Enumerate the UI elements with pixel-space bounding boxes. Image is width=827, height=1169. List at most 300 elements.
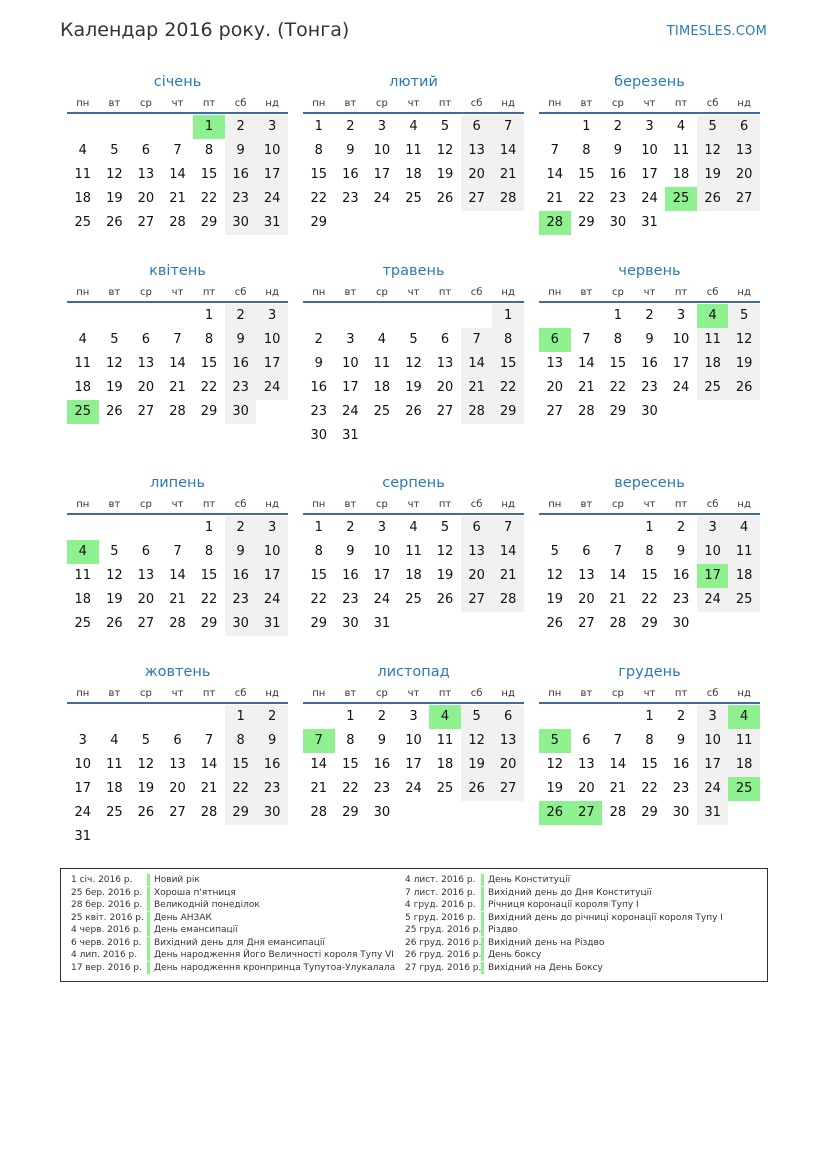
day-cell: 1 [314, 119, 323, 134]
day-cell: 5 [440, 520, 450, 535]
month-block [67, 663, 288, 849]
month-block [67, 262, 288, 424]
weekday-header [303, 497, 524, 515]
day-cell: 4 [728, 705, 760, 729]
day-cell: 21 [546, 191, 564, 206]
day-cell: 18 [728, 564, 760, 588]
weekday-label: пн [312, 98, 326, 109]
weekday-header [303, 285, 524, 303]
weekday-label: пт [674, 98, 688, 109]
day-cell: 12 [137, 757, 155, 772]
month-block [67, 474, 288, 636]
weekday-label: нд [265, 688, 279, 699]
day-cell: 15 [342, 757, 359, 772]
day-cell: 29 [578, 215, 595, 230]
weekday-label: ср [611, 499, 624, 510]
weekday-label: вт [108, 98, 121, 109]
day-cell: 17 [697, 753, 729, 777]
day-cell: 12 [106, 568, 123, 583]
weekday-label: пт [674, 499, 688, 510]
day-cell: 25 [405, 592, 422, 607]
day-cell: 27 [436, 404, 454, 419]
day-cell: 14 [578, 356, 595, 371]
month-name: квітень [149, 263, 206, 279]
day-cell: 9 [225, 328, 257, 352]
day-cell: 15 [310, 568, 328, 583]
day-cell: 15 [200, 568, 218, 583]
day-cell: 10 [405, 733, 422, 748]
holiday-legend [60, 868, 768, 982]
day-cell: 22 [200, 592, 218, 607]
day-cell: 6 [461, 115, 493, 139]
day-cell: 13 [492, 729, 524, 753]
weekday-label: пт [674, 287, 688, 298]
day-cell: 2 [225, 516, 257, 540]
day-cell: 17 [342, 380, 359, 395]
page-title: Календар 2016 року. (Тонга) [60, 19, 350, 41]
day-cell: 10 [256, 139, 288, 163]
day-cell: 26 [697, 187, 729, 211]
weekday-label: вт [344, 499, 357, 510]
day-cell: 8 [582, 143, 591, 158]
legend-column-right [405, 874, 723, 974]
day-cell: 17 [373, 568, 391, 583]
day-cell: 13 [461, 540, 493, 564]
day-cell: 27 [137, 404, 155, 419]
day-cell: 11 [405, 544, 422, 559]
day-cell: 14 [310, 757, 328, 772]
month-block [67, 73, 288, 235]
day-cell: 22 [310, 592, 328, 607]
weekday-label: ср [611, 287, 624, 298]
day-cell: 20 [492, 753, 524, 777]
weekday-label: вт [344, 98, 357, 109]
day-cell: 1 [314, 520, 323, 535]
day-cell: 3 [697, 516, 729, 540]
day-cell: 29 [200, 404, 218, 419]
holiday-date: 4 лист. 2016 р. [405, 875, 476, 885]
day-cell: 23 [342, 592, 359, 607]
day-cell: 8 [613, 332, 623, 347]
day-cell: 5 [539, 729, 571, 753]
weekday-label: вт [580, 499, 593, 510]
weekday-label: чт [171, 287, 184, 298]
holiday-name: Річниця коронації короля Тупу I [488, 900, 639, 910]
weekday-label: нд [737, 287, 751, 298]
day-cell: 3 [645, 119, 654, 134]
day-cell: 20 [137, 191, 155, 206]
day-cell: 7 [613, 733, 623, 748]
weekday-label: чт [407, 499, 420, 510]
holiday-date: 5 груд. 2016 р. [405, 912, 476, 923]
day-cell: 8 [314, 544, 323, 559]
day-cell: 24 [342, 404, 359, 419]
month-block [303, 474, 524, 636]
day-cell: 13 [137, 568, 155, 583]
day-cell: 24 [697, 588, 729, 612]
day-cell: 14 [461, 352, 493, 376]
holiday-date: 4 груд. 2016 р. [405, 900, 476, 910]
day-cell: 21 [609, 592, 627, 607]
day-cell: 28 [578, 404, 595, 419]
day-cell: 31 [342, 428, 359, 443]
day-cell: 24 [697, 777, 729, 801]
holiday-name: Вихідний на День Боксу [488, 962, 603, 973]
holiday-marker [481, 887, 484, 899]
day-cell: 13 [137, 167, 155, 182]
holiday-date: 26 груд. 2016 р. [405, 937, 482, 948]
day-cell: 25 [106, 805, 123, 820]
days-grid [539, 304, 760, 424]
day-cell: 12 [436, 544, 454, 559]
holiday-name: Новий рік [154, 875, 200, 885]
day-cell: 21 [169, 191, 186, 206]
day-cell: 25 [728, 588, 760, 612]
day-cell: 16 [342, 167, 359, 182]
day-cell: 4 [78, 143, 87, 158]
holiday-marker [481, 949, 484, 961]
day-cell: 7 [492, 516, 524, 540]
day-cell: 1 [613, 308, 623, 323]
day-cell: 16 [609, 167, 627, 182]
month-name: листопад [377, 664, 450, 680]
legend-row [71, 937, 395, 950]
day-cell: 30 [672, 805, 690, 820]
weekday-label: пн [548, 499, 562, 510]
day-cell: 26 [436, 592, 454, 607]
weekday-label: пн [312, 688, 326, 699]
weekday-label: пн [548, 98, 562, 109]
weekday-label: пн [76, 688, 90, 699]
day-cell: 26 [461, 777, 493, 801]
weekday-header [67, 497, 288, 515]
day-cell: 25 [665, 187, 697, 211]
day-cell: 31 [256, 612, 288, 636]
month-name: вересень [614, 475, 685, 491]
weekday-label: чт [171, 499, 184, 510]
weekday-label: пт [202, 287, 216, 298]
day-cell: 25 [74, 616, 92, 631]
day-cell: 8 [645, 733, 654, 748]
day-cell: 10 [373, 544, 391, 559]
day-cell: 1 [582, 119, 591, 134]
day-cell: 15 [609, 356, 627, 371]
day-cell: 26 [106, 404, 123, 419]
day-cell: 26 [728, 376, 760, 400]
day-cell: 21 [461, 376, 493, 400]
day-cell: 6 [173, 733, 182, 748]
day-cell: 2 [225, 304, 257, 328]
day-cell: 23 [672, 781, 690, 796]
day-cell: 11 [106, 757, 123, 772]
day-cell: 22 [641, 592, 658, 607]
day-cell: 2 [676, 709, 686, 724]
day-cell: 14 [492, 540, 524, 564]
month-name: березень [614, 74, 685, 90]
day-cell: 15 [641, 757, 658, 772]
holiday-name: Вихідний день на Різдво [488, 937, 605, 948]
days-grid [67, 705, 288, 849]
day-cell: 29 [310, 616, 328, 631]
day-cell: 23 [225, 376, 257, 400]
day-cell: 31 [641, 215, 658, 230]
holiday-marker [147, 874, 150, 886]
day-cell: 24 [373, 592, 391, 607]
weekday-label: пт [438, 688, 452, 699]
day-cell: 15 [225, 753, 257, 777]
day-cell: 23 [342, 191, 359, 206]
weekday-label: ср [139, 688, 152, 699]
day-cell: 18 [697, 352, 729, 376]
day-cell: 20 [546, 380, 564, 395]
day-cell: 29 [225, 801, 257, 825]
day-cell: 3 [256, 115, 288, 139]
holiday-date: 25 бер. 2016 р. [71, 887, 143, 898]
day-cell: 20 [436, 380, 454, 395]
legend-row [71, 912, 395, 925]
month-name: серпень [382, 475, 445, 491]
day-cell: 6 [141, 544, 151, 559]
holiday-date: 25 квіт. 2016 р. [71, 912, 144, 923]
day-cell: 9 [676, 544, 686, 559]
weekday-label: пт [438, 287, 452, 298]
day-cell: 14 [169, 568, 186, 583]
day-cell: 2 [645, 308, 654, 323]
day-cell: 23 [256, 777, 288, 801]
day-cell: 13 [578, 757, 595, 772]
weekday-header [539, 497, 760, 515]
legend-row [405, 912, 723, 925]
day-cell: 7 [173, 544, 182, 559]
day-cell: 12 [697, 139, 729, 163]
day-cell: 10 [342, 356, 359, 371]
day-cell: 31 [697, 801, 729, 825]
holiday-name: День емансипації [154, 925, 238, 935]
legend-row [405, 887, 723, 900]
day-cell: 12 [546, 757, 564, 772]
day-cell: 22 [310, 191, 328, 206]
holiday-date: 4 черв. 2016 р. [71, 925, 142, 935]
day-cell: 24 [405, 781, 422, 796]
holiday-marker [481, 912, 484, 924]
day-cell: 19 [137, 781, 155, 796]
brand-link[interactable]: TIMESLES.COM [666, 24, 767, 39]
weekday-label: вт [344, 287, 357, 298]
day-cell: 26 [539, 801, 571, 825]
weekday-label: сб [706, 287, 719, 298]
weekday-label: ср [375, 98, 388, 109]
legend-row [405, 899, 723, 912]
day-cell: 29 [609, 404, 627, 419]
holiday-marker [481, 899, 484, 911]
day-cell: 16 [373, 757, 391, 772]
day-cell: 23 [672, 592, 690, 607]
day-cell: 27 [169, 805, 186, 820]
day-cell: 31 [256, 211, 288, 235]
day-cell: 15 [492, 352, 524, 376]
day-cell: 12 [728, 328, 760, 352]
weekday-label: сб [706, 98, 719, 109]
day-cell: 11 [672, 143, 690, 158]
weekday-label: чт [643, 688, 656, 699]
day-cell: 17 [697, 564, 729, 588]
weekday-label: ср [611, 688, 624, 699]
month-name: липень [149, 475, 206, 491]
month-name: лютий [389, 74, 438, 90]
day-cell: 30 [225, 612, 257, 636]
weekday-label: ср [375, 499, 388, 510]
day-cell: 7 [613, 544, 623, 559]
day-cell: 9 [256, 729, 288, 753]
day-cell: 13 [461, 139, 493, 163]
day-cell: 13 [169, 757, 186, 772]
day-cell: 26 [436, 191, 454, 206]
day-cell: 29 [342, 805, 359, 820]
day-cell: 22 [609, 380, 627, 395]
day-cell: 5 [110, 544, 119, 559]
day-cell: 8 [492, 328, 524, 352]
day-cell: 2 [256, 705, 288, 729]
day-cell: 7 [204, 733, 214, 748]
day-cell: 5 [461, 705, 493, 729]
day-cell: 6 [728, 115, 760, 139]
day-cell: 19 [436, 568, 454, 583]
day-cell: 28 [310, 805, 328, 820]
day-cell: 30 [225, 400, 257, 424]
legend-row [405, 874, 723, 887]
day-cell: 1 [204, 520, 214, 535]
day-cell: 6 [582, 733, 591, 748]
month-block [539, 262, 760, 424]
day-cell: 5 [440, 119, 450, 134]
day-cell: 7 [173, 143, 182, 158]
day-cell: 24 [672, 380, 690, 395]
month-name: січень [153, 74, 202, 90]
day-cell: 5 [550, 544, 559, 559]
holiday-marker [481, 937, 484, 949]
weekday-label: ср [139, 98, 152, 109]
day-cell: 18 [74, 592, 92, 607]
weekday-label: пн [312, 287, 326, 298]
day-cell: 4 [78, 332, 87, 347]
day-cell: 28 [492, 187, 524, 211]
weekday-label: ср [375, 688, 388, 699]
day-cell: 17 [641, 167, 658, 182]
day-cell: 19 [405, 380, 422, 395]
day-cell: 24 [641, 191, 658, 206]
days-grid [303, 304, 524, 448]
holiday-marker [481, 924, 484, 936]
days-grid [539, 516, 760, 636]
day-cell: 7 [173, 332, 182, 347]
day-cell: 27 [137, 616, 155, 631]
day-cell: 21 [492, 163, 524, 187]
day-cell: 8 [314, 143, 323, 158]
day-cell: 12 [546, 568, 564, 583]
day-cell: 8 [204, 332, 214, 347]
month-block [303, 262, 524, 448]
weekday-label: пт [202, 688, 216, 699]
day-cell: 11 [697, 328, 729, 352]
days-grid [303, 115, 524, 235]
day-cell: 3 [676, 308, 686, 323]
day-cell: 27 [546, 404, 564, 419]
day-cell: 30 [310, 428, 328, 443]
weekday-label: пн [76, 287, 90, 298]
day-cell: 25 [405, 191, 422, 206]
day-cell: 16 [310, 380, 328, 395]
weekday-header [539, 285, 760, 303]
legend-row [71, 924, 395, 937]
day-cell: 17 [256, 352, 288, 376]
weekday-label: сб [706, 688, 719, 699]
day-cell: 7 [303, 729, 335, 753]
day-cell: 19 [106, 380, 123, 395]
day-cell: 19 [461, 753, 493, 777]
weekday-label: вт [580, 287, 593, 298]
weekday-label: чт [643, 499, 656, 510]
day-cell: 28 [169, 616, 186, 631]
month-block [539, 663, 760, 825]
weekday-header [303, 96, 524, 114]
day-cell: 27 [578, 616, 595, 631]
day-cell: 16 [256, 753, 288, 777]
holiday-marker [147, 962, 150, 974]
day-cell: 4 [110, 733, 119, 748]
day-cell: 31 [373, 616, 391, 631]
day-cell: 15 [310, 167, 328, 182]
day-cell: 2 [346, 520, 355, 535]
month-block [539, 474, 760, 636]
day-cell: 7 [492, 115, 524, 139]
day-cell: 4 [429, 705, 461, 729]
day-cell: 2 [314, 332, 323, 347]
day-cell: 17 [672, 356, 690, 371]
day-cell: 28 [609, 616, 627, 631]
day-cell: 20 [578, 781, 595, 796]
day-cell: 27 [492, 777, 524, 801]
day-cell: 11 [373, 356, 391, 371]
day-cell: 16 [225, 564, 257, 588]
days-grid [539, 705, 760, 825]
weekday-label: чт [171, 98, 184, 109]
day-cell: 20 [137, 592, 155, 607]
day-cell: 6 [582, 544, 591, 559]
day-cell: 13 [578, 568, 595, 583]
holiday-marker [147, 924, 150, 936]
day-cell: 13 [137, 356, 155, 371]
day-cell: 30 [225, 211, 257, 235]
day-cell: 18 [74, 380, 92, 395]
day-cell: 28 [461, 400, 493, 424]
weekday-label: ср [611, 98, 624, 109]
day-cell: 30 [641, 404, 658, 419]
day-cell: 10 [74, 757, 92, 772]
weekday-label: пт [674, 688, 688, 699]
day-cell: 22 [578, 191, 595, 206]
weekday-header [303, 686, 524, 704]
legend-row [405, 924, 723, 937]
day-cell: 23 [641, 380, 658, 395]
day-cell: 29 [641, 616, 658, 631]
weekday-label: чт [643, 287, 656, 298]
day-cell: 11 [74, 167, 92, 182]
day-cell: 19 [436, 167, 454, 182]
day-cell: 18 [405, 568, 422, 583]
day-cell: 9 [613, 143, 623, 158]
day-cell: 8 [204, 544, 214, 559]
day-cell: 25 [74, 215, 92, 230]
